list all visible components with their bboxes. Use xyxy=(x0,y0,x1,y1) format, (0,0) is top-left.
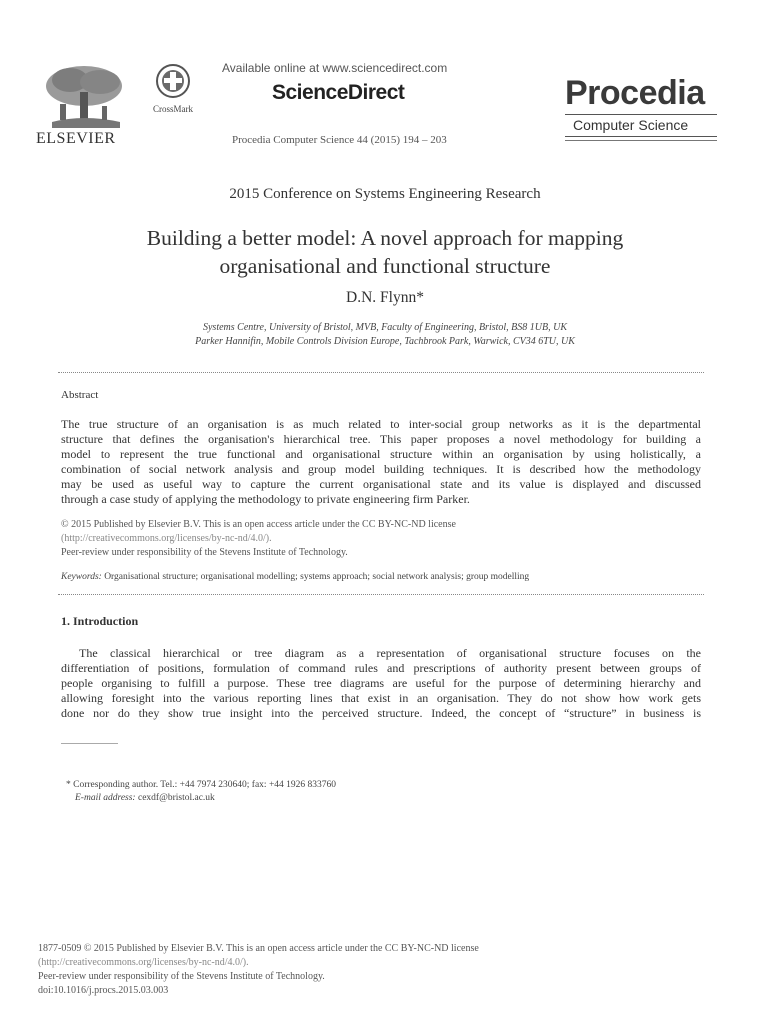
footnote xyxy=(66,779,336,805)
abstract-line: through a case study of applying the methodology to private engineering firm Parker. xyxy=(61,492,470,506)
introduction-body xyxy=(61,646,701,721)
doi-link[interactable]: doi:10.1016/j.procs.2015.03.003 xyxy=(38,985,169,996)
crossmark-label: CrossMark xyxy=(153,104,193,114)
intro-line: done nor do they show true insight into the perceived structure. Indeed, the concept of “structure” in business is xyxy=(61,706,701,720)
sciencedirect-logo[interactable]: ScienceDirect xyxy=(272,81,405,104)
keywords xyxy=(61,572,529,582)
paper-title xyxy=(0,224,770,280)
abstract-top-rule xyxy=(58,372,704,373)
elsevier-tree-logo xyxy=(42,62,127,132)
footer-url[interactable]: (http://creativecommons.org/licenses/by-nc-nd/4.0/). xyxy=(38,957,249,968)
title-line: organisational and functional structure xyxy=(219,254,551,278)
abstract-heading: Abstract xyxy=(61,389,99,401)
abstract-body xyxy=(61,417,701,507)
abstract-bottom-rule xyxy=(58,594,704,595)
procedia-rule-bottom2 xyxy=(565,140,717,141)
crossmark-icon xyxy=(150,64,196,98)
corresponding-author: * Corresponding author. Tel.: +44 7974 230640; fax: +44 1926 833760 xyxy=(66,780,337,790)
tree-icon xyxy=(42,62,127,132)
email-line xyxy=(66,792,336,805)
abstract-license xyxy=(61,518,456,560)
footer-line: Peer-review under responsibility of the Stevens Institute of Technology. xyxy=(38,971,325,982)
footer-line: 1877-0509 © 2015 Published by Elsevier B.V. This is an open access article under the CC BY-NC-ND license xyxy=(38,943,479,954)
abstract-line: The true structure of an organisation is as much related to inter-social group networks as it is the departmental xyxy=(61,417,701,431)
license-line: © 2015 Published by Elsevier B.V. This is an open access article under the CC BY-NC-ND license xyxy=(61,519,456,530)
page-footer xyxy=(38,942,479,998)
procedia-logo: Procedia xyxy=(565,74,705,112)
conference-name: 2015 Conference on Systems Engineering Research xyxy=(229,186,541,202)
section-heading: 1. Introduction xyxy=(61,614,139,628)
available-online[interactable]: Available online at www.sciencedirect.com xyxy=(222,61,448,75)
keywords-label: Keywords: xyxy=(61,572,102,582)
email-address[interactable]: cexdf@bristol.ac.uk xyxy=(137,793,215,803)
journal-reference: Procedia Computer Science 44 (2015) 194 – 203 xyxy=(232,134,447,146)
email-label: E-mail address: xyxy=(75,793,136,803)
abstract-line: may be used as useful way to capture the current organisational state and its value is displayed and discussed xyxy=(61,477,701,491)
intro-line: allowing foresight into the various reporting lines that exist in an organisation. They do not show how work gets xyxy=(61,691,701,705)
publisher-name: ELSEVIER xyxy=(36,130,116,147)
crossmark-badge[interactable] xyxy=(150,64,196,112)
intro-line: The classical hierarchical or tree diagram as a representation of organisational structure focuses on the xyxy=(79,646,701,660)
procedia-subtitle: Computer Science xyxy=(573,117,689,133)
keywords-list: Organisational structure; organisational modelling; systems approach; social network analysis; group modelling xyxy=(104,572,530,582)
affiliation: Parker Hannifin, Mobile Controls Division Europe, Tachbrook Park, Warwick, CV34 6TU, UK xyxy=(195,336,575,347)
license-url[interactable]: (http://creativecommons.org/licenses/by-nc-nd/4.0/). xyxy=(61,533,272,544)
author-name: D.N. Flynn* xyxy=(346,289,424,306)
procedia-rule-top xyxy=(565,114,717,115)
affiliation: Systems Centre, University of Bristol, MVB, Faculty of Engineering, Bristol, BS8 1UB, UK xyxy=(202,322,568,333)
abstract-line: combination of social network analysis and group model building techniques. It is described how the methodology xyxy=(61,462,701,476)
intro-line: people organising to fulfill a purpose. These tree diagrams are useful for the purpose of determining hierarchy and xyxy=(61,676,701,690)
intro-line: differentiation of positions, formulation of command rules and prescriptions of authority present between groups of xyxy=(61,661,701,675)
title-line: Building a better model: A novel approach for mapping xyxy=(146,226,624,250)
footnote-separator xyxy=(61,743,118,744)
abstract-line: model to represent the true functional and organisational structure within an organisation by using holistically, a xyxy=(61,447,701,461)
abstract-line: structure that defines the organisation's hierarchical tree. This paper proposes a novel methodology for building a xyxy=(61,432,701,446)
license-line: Peer-review under responsibility of the Stevens Institute of Technology. xyxy=(61,547,348,558)
procedia-rule-bottom xyxy=(565,136,717,137)
affiliations xyxy=(0,321,770,349)
